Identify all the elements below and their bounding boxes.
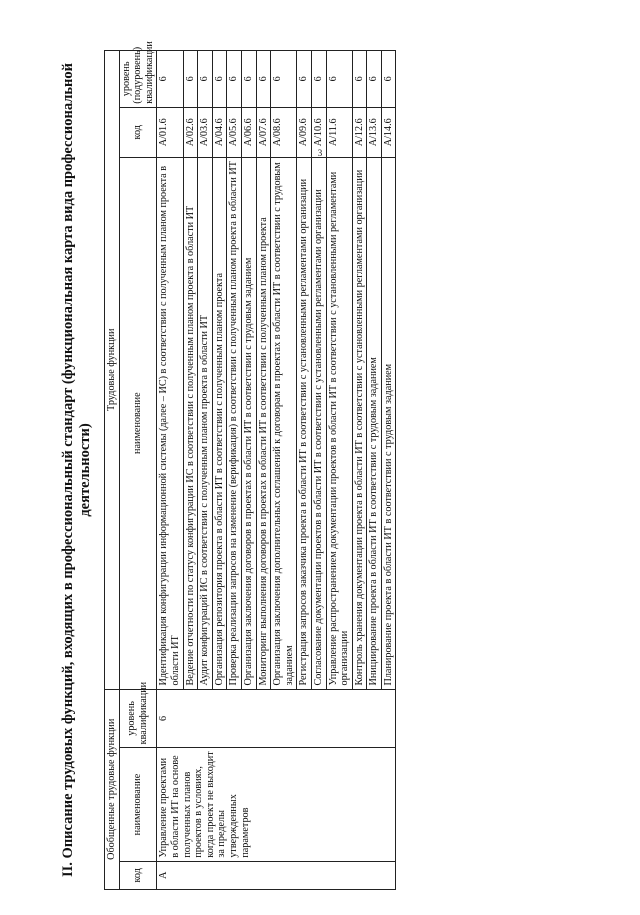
function-code: A/04.6 [212,107,227,157]
page-number: 3 [317,148,323,158]
function-level: 6 [212,51,227,108]
generalized-functions-header: Обобщенные трудовые функции [105,689,120,889]
function-level: 6 [271,51,297,108]
function-level: 6 [241,51,256,108]
generalized-function-code: А [157,861,396,889]
generalized-code-header: код [119,861,157,889]
function-map-table [104,41,396,890]
function-level: 6 [183,51,198,108]
function-name: Согласование документации проектов в области ИТ в соответствии с установленными регламентами организации [311,157,326,689]
function-name: Мониторинг выполнения договоров в проектах в области ИТ в соответствии с полученным планом проекта [256,157,271,689]
function-code: A/05.6 [227,107,242,157]
function-code: A/08.6 [271,107,297,157]
function-level: 6 [256,51,271,108]
function-code-header: код [119,107,157,157]
function-level: 6 [326,51,352,108]
function-code: A/11.6 [326,107,352,157]
header-row-1 [105,51,120,890]
function-name: Идентификация конфигурации информационной системы (далее – ИС) в соответствии с полученным планом проекта в области ИТ [157,157,183,689]
function-name: Планирование проекта в области ИТ в соответствии с трудовым заданием [381,157,396,689]
function-level: 6 [381,51,396,108]
function-code: A/07.6 [256,107,271,157]
function-name: Организация заключения дополнительных соглашений к договорам в проектах в области ИТ в соответствии с трудовым заданием [271,157,297,689]
function-level: 6 [227,51,242,108]
function-name: Ведение отчетности по статусу конфигурации ИС в соответствии с полученным планом проекта в области ИТ [183,157,198,689]
function-level: 6 [367,51,382,108]
section-title: II. Описание трудовых функций, входящих в профессиональный стандарт (функциональная карта вида профессиональной деятельности) [60,63,93,877]
generalized-name-header: наименование [119,748,157,861]
labor-functions-header: Трудовые функции [105,51,120,690]
generalized-function-name: Управление проектами в области ИТ на основе полученных планов проектов в условиях, когда проект не выходит за пределы утвержденных параметров [157,748,396,861]
function-name: Контроль хранения документации проекта в области ИТ в соответствии с установленными регламентами организации [352,157,367,689]
function-code: A/12.6 [352,107,367,157]
function-code: A/02.6 [183,107,198,157]
function-name: Инициирование проекта в области ИТ в соответствии с трудовым заданием [367,157,382,689]
function-name: Организация заключения договоров в проектах в области ИТ в соответствии с трудовым заданием [241,157,256,689]
function-code: A/03.6 [198,107,213,157]
table-row [157,51,183,890]
function-code: A/14.6 [381,107,396,157]
function-code: A/13.6 [367,107,382,157]
function-name: Регистрация запросов заказчика проекта в области ИТ в соответствии с установленными регламентами организации [297,157,312,689]
function-level: 6 [198,51,213,108]
header-row-2 [119,51,157,890]
function-level: 6 [157,51,183,108]
function-name-header: наименование [119,157,157,689]
function-level: 6 [311,51,326,108]
rotated-page-content [60,41,580,890]
function-code: A/01.6 [157,107,183,157]
function-level: 6 [297,51,312,108]
generalized-level-header: уровень квалификации [119,689,157,748]
function-code: A/09.6 [297,107,312,157]
generalized-function-level: 6 [157,689,396,748]
function-name: Аудит конфигураций ИС в соответствии с полученным планом проекта в области ИТ [198,157,213,689]
function-level: 6 [352,51,367,108]
function-level-header: уровень (подуровень) квалификации [119,51,157,108]
function-name: Организация репозитория проекта в области ИТ в соответствии с полученным планом проекта [212,157,227,689]
function-code: A/10.6 [311,107,326,157]
function-name: Управление распространением документации проектов в области ИТ в соответствии с установленными регламентами организации [326,157,352,689]
function-code: A/06.6 [241,107,256,157]
function-name: Проверка реализации запросов на изменение (верификация) в соответствии с полученным планом проекта в области ИТ [227,157,242,689]
